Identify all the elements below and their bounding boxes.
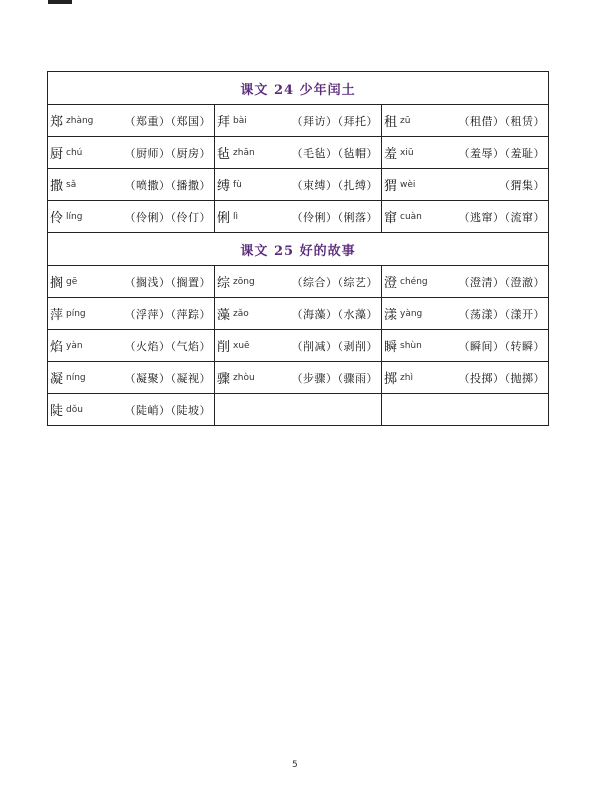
character: 窜 (384, 211, 398, 226)
word-examples: （搁浅）（搁置） (124, 275, 211, 289)
character: 澄 (384, 276, 398, 291)
character: 撒 (50, 179, 64, 194)
table-row (48, 298, 548, 330)
character: 漾 (384, 308, 398, 323)
word-examples: （海藻）（水藻） (291, 307, 378, 321)
word-examples: （澄清）（澄澈） (458, 275, 545, 289)
pinyin: wèi (400, 179, 416, 190)
character: 焰 (50, 340, 64, 355)
character-cell (48, 201, 215, 232)
word-examples: （伶俐）（俐落） (291, 210, 378, 224)
character-cell (48, 362, 215, 393)
character-cell (48, 330, 215, 361)
table-row (48, 137, 548, 169)
character-cell (215, 394, 382, 425)
character-cell (382, 266, 548, 297)
character: 萍 (50, 308, 64, 323)
character: 凝 (50, 372, 64, 387)
word-examples: （租借）（租赁） (458, 114, 545, 128)
pinyin: cuàn (400, 211, 422, 222)
character-cell (215, 330, 382, 361)
word-examples: （郑重）（郑国） (124, 114, 211, 128)
corner-mark (48, 0, 72, 4)
word-examples: （喷撒）（播撒） (124, 178, 211, 192)
pinyin: chú (66, 147, 83, 158)
character: 猬 (384, 179, 398, 194)
character-cell (215, 169, 382, 200)
word-examples: （荡漾）（漾开） (458, 307, 545, 321)
pinyin: zhì (400, 372, 413, 383)
character-cell (215, 137, 382, 168)
pinyin: yàn (66, 340, 83, 351)
pinyin: dǒu (66, 404, 83, 415)
pinyin: zhòu (233, 372, 255, 383)
character: 俐 (217, 211, 231, 226)
table-row (48, 394, 548, 425)
character-cell (215, 362, 382, 393)
character-cell (215, 201, 382, 232)
pinyin: zū (400, 115, 411, 126)
character: 掷 (384, 372, 398, 387)
pinyin: zōng (233, 276, 255, 287)
lesson-title: 课文 24 少年闰土 (48, 72, 548, 105)
character: 陡 (50, 404, 64, 419)
pinyin: píng (66, 308, 86, 319)
word-examples: （削减）（剥削） (291, 339, 378, 353)
character-cell (48, 298, 215, 329)
word-examples: （猬集） (499, 178, 545, 192)
character-cell (382, 105, 548, 136)
character: 瞬 (384, 340, 398, 355)
character-cell (382, 298, 548, 329)
character: 伶 (50, 211, 64, 226)
pinyin: bài (233, 115, 247, 126)
table-row (48, 266, 548, 298)
word-examples: （凝聚）（凝视） (124, 371, 211, 385)
character: 骤 (217, 372, 231, 387)
character-cell (48, 169, 215, 200)
character-cell (382, 201, 548, 232)
pinyin: zǎo (233, 308, 249, 319)
character: 削 (217, 340, 231, 355)
table-row (48, 362, 548, 394)
pinyin: xiū (400, 147, 414, 158)
character-cell (382, 137, 548, 168)
character-cell (382, 362, 548, 393)
pinyin: xuē (233, 340, 250, 351)
character: 毡 (217, 147, 231, 162)
pinyin: sǎ (66, 179, 77, 190)
word-examples: （厨师）（厨房） (124, 146, 211, 160)
character-cell (48, 105, 215, 136)
word-examples: （逃窜）（流窜） (458, 210, 545, 224)
vocabulary-table (47, 71, 549, 426)
word-examples: （投掷）（抛掷） (458, 371, 545, 385)
character-cell (382, 394, 548, 425)
character: 藻 (217, 308, 231, 323)
pinyin: líng (66, 211, 83, 222)
character-cell (48, 137, 215, 168)
pinyin: yàng (400, 308, 423, 319)
word-examples: （步骤）（骤雨） (291, 371, 378, 385)
character-cell (215, 298, 382, 329)
pinyin: fù (233, 179, 242, 190)
word-examples: （综合）（综艺） (291, 275, 378, 289)
pinyin: lì (233, 211, 239, 222)
character: 综 (217, 276, 231, 291)
lesson-title: 课文 25 好的故事 (48, 233, 548, 266)
character-cell (48, 394, 215, 425)
character-cell (215, 266, 382, 297)
table-row (48, 105, 548, 137)
pinyin: shùn (400, 340, 422, 351)
character: 厨 (50, 147, 64, 162)
character: 搁 (50, 276, 64, 291)
character: 租 (384, 115, 398, 130)
character: 郑 (50, 115, 64, 130)
word-examples: （拜访）（拜托） (291, 114, 378, 128)
character-cell (48, 266, 215, 297)
word-examples: （陡峭）（陡坡） (124, 403, 211, 417)
character: 拜 (217, 115, 231, 130)
character-cell (215, 105, 382, 136)
table-row (48, 330, 548, 362)
pinyin: níng (66, 372, 86, 383)
word-examples: （毛毡）（毡帽） (291, 146, 378, 160)
pinyin: zhàng (66, 115, 94, 126)
pinyin: zhān (233, 147, 255, 158)
character-cell (382, 169, 548, 200)
character: 羞 (384, 147, 398, 162)
word-examples: （羞辱）（羞耻） (458, 146, 545, 160)
table-row (48, 169, 548, 201)
word-examples: （伶俐）（伶仃） (124, 210, 211, 224)
word-examples: （束缚）（扎缚） (291, 178, 378, 192)
word-examples: （火焰）（气焰） (124, 339, 211, 353)
table-row (48, 201, 548, 233)
page-number: 5 (292, 760, 298, 770)
word-examples: （瞬间）（转瞬） (458, 339, 545, 353)
word-examples: （浮萍）（萍踪） (124, 307, 211, 321)
character: 缚 (217, 179, 231, 194)
pinyin: gē (66, 276, 78, 287)
pinyin: chéng (400, 276, 428, 287)
character-cell (382, 330, 548, 361)
